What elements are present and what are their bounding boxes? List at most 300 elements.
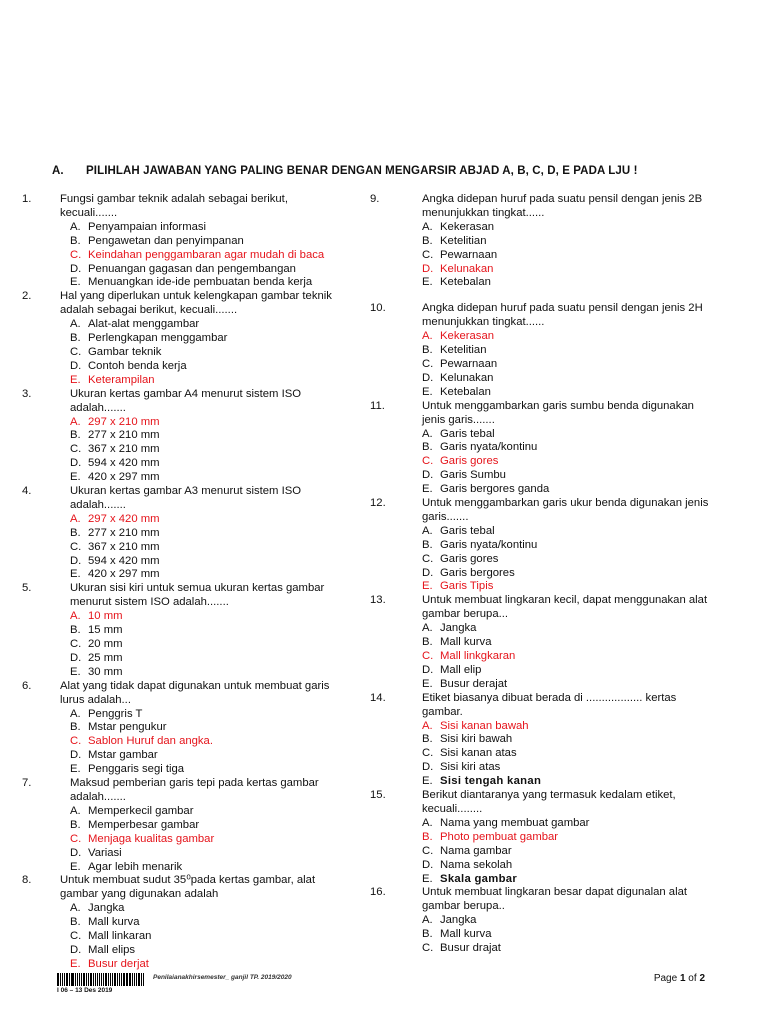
barcode-bar bbox=[60, 973, 61, 986]
option-c bbox=[70, 638, 345, 652]
option-text: Jangka bbox=[440, 914, 477, 927]
question-stem bbox=[0, 777, 345, 805]
question-number: 8. bbox=[22, 874, 32, 887]
option-text: Garis gores bbox=[440, 455, 499, 468]
section-letter: A. bbox=[52, 165, 64, 177]
option-letter: C. bbox=[70, 345, 82, 358]
question-16 bbox=[370, 886, 710, 956]
option-letter: A. bbox=[70, 707, 81, 720]
option-letter: E. bbox=[70, 763, 81, 776]
option-letter: E. bbox=[70, 665, 81, 678]
option-letter: D. bbox=[422, 262, 434, 275]
question-stem bbox=[0, 874, 345, 902]
option-b bbox=[70, 429, 345, 443]
option-d bbox=[70, 457, 345, 471]
option-list bbox=[370, 817, 710, 887]
option-text: 367 x 210 mm bbox=[88, 443, 160, 456]
option-letter: E. bbox=[422, 872, 433, 885]
option-letter: C. bbox=[422, 942, 434, 955]
option-a bbox=[422, 330, 710, 344]
option-d bbox=[70, 847, 345, 861]
option-text: Garis tebal bbox=[440, 427, 495, 440]
option-e bbox=[70, 471, 345, 485]
option-text: Menuangkan ide-ide pembuatan benda kerja bbox=[88, 276, 313, 289]
barcode-bar bbox=[79, 973, 80, 986]
question-text: Angka didepan huruf pada suatu pensil dengan jenis 2H menunjukkan tingkat...... bbox=[422, 302, 703, 329]
option-letter: D. bbox=[422, 371, 434, 384]
option-letter: C. bbox=[422, 248, 434, 261]
barcode-bar bbox=[62, 973, 63, 986]
option-a bbox=[422, 525, 710, 539]
barcode-bar bbox=[121, 973, 122, 986]
option-list bbox=[370, 525, 710, 595]
option-letter: C. bbox=[422, 844, 434, 857]
option-letter: D. bbox=[70, 651, 82, 664]
question-stem bbox=[370, 789, 710, 817]
option-letter: E. bbox=[70, 957, 81, 970]
option-letter: C. bbox=[422, 650, 434, 662]
option-e bbox=[422, 386, 710, 400]
barcode-bar bbox=[138, 973, 140, 986]
barcode-bar bbox=[141, 973, 142, 986]
option-c bbox=[422, 650, 710, 664]
option-letter: E. bbox=[70, 471, 81, 484]
question-number: 2. bbox=[22, 290, 32, 303]
option-letter: E. bbox=[422, 385, 433, 398]
barcode-bar bbox=[108, 973, 109, 986]
barcode-bar bbox=[95, 973, 96, 986]
barcode-bar bbox=[127, 973, 128, 986]
option-letter: B. bbox=[422, 538, 433, 551]
barcode-text: I 06 – 13 Des 2019 bbox=[57, 987, 113, 994]
option-letter: C. bbox=[70, 248, 82, 261]
barcode bbox=[57, 973, 145, 986]
option-text: Sisi tengah kanan bbox=[440, 775, 542, 788]
question-number: 9. bbox=[370, 193, 380, 205]
option-c bbox=[422, 845, 710, 859]
option-e bbox=[70, 568, 345, 582]
option-a bbox=[70, 318, 345, 332]
question-7 bbox=[0, 777, 345, 874]
barcode-bar bbox=[129, 973, 131, 986]
option-letter: B. bbox=[70, 624, 81, 637]
option-letter: D. bbox=[70, 262, 82, 275]
option-letter: A. bbox=[70, 902, 81, 915]
option-letter: A. bbox=[70, 804, 81, 817]
option-letter: D. bbox=[70, 457, 82, 470]
option-a bbox=[70, 805, 345, 819]
option-letter: B. bbox=[422, 344, 433, 357]
option-a bbox=[422, 914, 710, 928]
barcode-bar bbox=[97, 973, 98, 986]
option-letter: E. bbox=[422, 580, 433, 593]
question-number: 6. bbox=[22, 679, 32, 692]
option-text: Penuangan gagasan dan pengembangan bbox=[88, 262, 296, 275]
question-number: 14. bbox=[370, 691, 386, 704]
option-e bbox=[70, 666, 345, 680]
question-number: 4. bbox=[22, 485, 32, 498]
barcode-bar bbox=[123, 973, 125, 986]
question-1 bbox=[0, 193, 345, 290]
option-a bbox=[422, 720, 710, 734]
option-list bbox=[0, 805, 345, 875]
option-letter: B. bbox=[70, 526, 81, 539]
barcode-bar bbox=[57, 973, 59, 986]
option-text: 25 mm bbox=[88, 651, 123, 664]
barcode-bar bbox=[112, 973, 113, 986]
question-text: Fungsi gambar teknik adalah sebagai berikut, kecuali....... bbox=[60, 193, 288, 219]
option-text: Busur derjat bbox=[88, 957, 149, 970]
option-text: Kelunakan bbox=[440, 371, 494, 384]
option-letter: B. bbox=[422, 234, 433, 247]
option-text: Kekerasan bbox=[440, 330, 495, 343]
option-text: 20 mm bbox=[88, 638, 123, 650]
question-12 bbox=[370, 497, 710, 594]
question-text: Untuk menggambarkan garis ukur benda digunakan jenis garis....... bbox=[422, 497, 709, 523]
option-letter: A. bbox=[70, 512, 81, 525]
option-text: Variasi bbox=[88, 846, 122, 859]
option-letter: C. bbox=[70, 638, 82, 650]
option-letter: E. bbox=[70, 373, 81, 386]
section-heading bbox=[52, 165, 752, 177]
option-text: 277 x 210 mm bbox=[88, 429, 160, 442]
option-text: Alat-alat menggambar bbox=[88, 318, 200, 331]
option-letter: A. bbox=[70, 318, 81, 331]
section-instruction: PILIHLAH JAWABAN YANG PALING BENAR DENGAN MENGARSIR ABJAD A, B, C, D, E PADA LJU ! bbox=[86, 165, 638, 177]
page-footer bbox=[57, 973, 705, 997]
question-15 bbox=[370, 789, 710, 886]
barcode-bar bbox=[134, 973, 135, 986]
option-b bbox=[70, 235, 345, 249]
option-text: Ketebalan bbox=[440, 276, 491, 289]
option-text: 297 x 210 mm bbox=[88, 415, 160, 428]
option-letter: A. bbox=[422, 220, 433, 233]
question-stem bbox=[0, 290, 345, 318]
option-text: Garis nyata/kontinu bbox=[440, 538, 538, 551]
barcode-bar bbox=[90, 973, 92, 986]
option-b bbox=[70, 527, 345, 541]
option-c bbox=[70, 541, 345, 555]
barcode-bar bbox=[101, 973, 102, 986]
option-d bbox=[422, 664, 710, 678]
option-letter: D. bbox=[422, 663, 434, 676]
question-text: Untuk menggambarkan garis sumbu benda digunakan jenis garis....... bbox=[422, 399, 694, 426]
option-c bbox=[70, 735, 345, 749]
page-prefix: Page bbox=[653, 973, 680, 984]
question-number: 5. bbox=[22, 582, 32, 595]
option-letter: A. bbox=[70, 415, 81, 428]
option-b bbox=[422, 831, 710, 845]
option-letter: E. bbox=[70, 276, 81, 289]
option-c bbox=[70, 346, 345, 360]
option-letter: B. bbox=[70, 234, 81, 247]
option-a bbox=[70, 416, 345, 430]
option-text: 30 mm bbox=[88, 665, 123, 678]
barcode-bar bbox=[81, 973, 82, 986]
option-text: Sisi kanan atas bbox=[440, 747, 517, 760]
question-stem bbox=[0, 388, 345, 416]
question-8 bbox=[0, 874, 345, 971]
option-e bbox=[422, 483, 710, 497]
option-d bbox=[422, 263, 710, 277]
option-a bbox=[70, 221, 345, 235]
option-a bbox=[70, 708, 345, 722]
option-list bbox=[370, 428, 710, 498]
option-a bbox=[422, 622, 710, 636]
option-text: Garis tebal bbox=[440, 524, 495, 537]
option-letter: D. bbox=[70, 846, 82, 859]
option-text: Garis bergores ganda bbox=[440, 483, 550, 496]
question-11 bbox=[370, 400, 710, 497]
option-text: Mstar gambar bbox=[88, 749, 158, 762]
option-list bbox=[0, 902, 345, 972]
question-column-left bbox=[0, 193, 345, 972]
barcode-bar bbox=[75, 973, 76, 986]
question-text: Untuk membuat lingkaran kecil, dapat menggunakan alat gambar berupa... bbox=[422, 594, 708, 621]
option-text: 420 x 297 mm bbox=[88, 471, 160, 484]
option-letter: C. bbox=[422, 357, 434, 370]
option-e bbox=[422, 873, 710, 887]
option-a bbox=[422, 817, 710, 831]
option-text: 420 x 297 mm bbox=[88, 568, 160, 581]
option-text: Jangka bbox=[88, 902, 125, 915]
question-text: Ukuran kertas gambar A4 menurut sistem ISO adalah....... bbox=[70, 387, 302, 414]
option-text: Skala gambar bbox=[440, 872, 518, 885]
option-letter: B. bbox=[422, 441, 433, 454]
option-letter: E. bbox=[422, 276, 433, 289]
option-e bbox=[422, 775, 710, 789]
option-e bbox=[70, 276, 345, 290]
question-4 bbox=[0, 485, 345, 582]
option-text: 15 mm bbox=[88, 624, 123, 637]
option-letter: C. bbox=[70, 540, 82, 553]
option-b bbox=[422, 636, 710, 650]
question-stem bbox=[0, 680, 345, 708]
option-text: Mall elips bbox=[88, 943, 136, 956]
question-text: Etiket biasanya dibuat berada di .................. kertas gambar. bbox=[422, 691, 677, 718]
option-c bbox=[70, 443, 345, 457]
option-letter: D. bbox=[422, 566, 434, 579]
option-text: Garis gores bbox=[440, 552, 499, 565]
option-text: Nama yang membuat gambar bbox=[440, 816, 590, 829]
question-text: Angka didepan huruf pada suatu pensil dengan jenis 2B menunjukkan tingkat...... bbox=[422, 193, 703, 219]
barcode-bar bbox=[143, 973, 144, 986]
question-10 bbox=[370, 302, 710, 399]
question-stem bbox=[370, 193, 710, 221]
question-number: 16. bbox=[370, 886, 386, 899]
option-text: Ketelitian bbox=[440, 344, 487, 357]
option-text: Garis bergores bbox=[440, 566, 515, 579]
option-e bbox=[70, 763, 345, 777]
option-list bbox=[0, 513, 345, 583]
option-text: Garis Tipis bbox=[440, 580, 494, 593]
option-letter: A. bbox=[422, 816, 433, 829]
option-letter: D. bbox=[422, 761, 434, 774]
option-c bbox=[422, 942, 710, 956]
option-text: Perlengkapan menggambar bbox=[88, 332, 228, 345]
barcode-bar bbox=[88, 973, 89, 986]
option-letter: C. bbox=[422, 747, 434, 760]
option-d bbox=[422, 859, 710, 873]
option-text: Mall linkaran bbox=[88, 930, 152, 943]
option-letter: A. bbox=[70, 220, 81, 233]
option-a bbox=[422, 428, 710, 442]
option-text: 297 x 420 mm bbox=[88, 512, 160, 525]
option-letter: E. bbox=[70, 568, 81, 581]
option-letter: C. bbox=[70, 443, 82, 456]
option-text: Keterampilan bbox=[88, 373, 155, 386]
barcode-bar bbox=[110, 973, 111, 986]
question-column-right bbox=[370, 193, 710, 956]
option-c bbox=[422, 455, 710, 469]
option-c bbox=[422, 249, 710, 263]
option-letter: D. bbox=[70, 554, 82, 567]
option-letter: B. bbox=[70, 429, 81, 442]
option-letter: C. bbox=[422, 455, 434, 468]
question-number: 12. bbox=[370, 497, 386, 510]
page-number bbox=[654, 973, 705, 984]
barcode-bar bbox=[83, 973, 85, 986]
option-list bbox=[370, 914, 710, 956]
option-text: 594 x 420 mm bbox=[88, 554, 160, 567]
option-letter: B. bbox=[422, 928, 433, 941]
option-b bbox=[422, 928, 710, 942]
option-text: Mall kurva bbox=[88, 916, 140, 929]
option-letter: A. bbox=[422, 914, 433, 927]
option-text: Menjaga kualitas gambar bbox=[88, 832, 215, 845]
question-text: Untuk membuat sudut 35⁰pada kertas gambar, alat gambar yang digunakan adalah bbox=[60, 874, 316, 901]
option-letter: B. bbox=[422, 733, 433, 746]
option-d bbox=[70, 360, 345, 374]
option-letter: E. bbox=[422, 775, 433, 788]
question-number: 7. bbox=[22, 777, 32, 790]
option-text: Kekerasan bbox=[440, 220, 495, 233]
barcode-bar bbox=[103, 973, 104, 986]
option-b bbox=[70, 916, 345, 930]
option-b bbox=[422, 441, 710, 455]
option-text: Memperkecil gambar bbox=[88, 804, 194, 817]
option-a bbox=[422, 221, 710, 235]
option-letter: D. bbox=[70, 749, 82, 762]
option-text: Garis Sumbu bbox=[440, 469, 506, 482]
option-text: Sisi kiri bawah bbox=[440, 733, 513, 746]
option-text: Pengawetan dan penyimpanan bbox=[88, 234, 244, 247]
option-text: Sablon Huruf dan angka. bbox=[88, 735, 213, 748]
option-letter: C. bbox=[422, 552, 434, 565]
question-14 bbox=[370, 692, 710, 789]
question-stem bbox=[370, 886, 710, 914]
barcode-bar bbox=[136, 973, 137, 986]
option-text: Penggris T bbox=[88, 707, 143, 720]
option-letter: B. bbox=[422, 830, 433, 843]
question-number: 10. bbox=[370, 302, 386, 315]
option-text: Jangka bbox=[440, 622, 477, 635]
option-text: Busur derajat bbox=[440, 677, 508, 690]
option-letter: C. bbox=[70, 735, 82, 748]
option-d bbox=[70, 263, 345, 277]
question-number: 13. bbox=[370, 594, 386, 607]
barcode-bar bbox=[69, 973, 70, 986]
option-d bbox=[70, 555, 345, 569]
option-b bbox=[70, 819, 345, 833]
option-b bbox=[422, 733, 710, 747]
option-list bbox=[0, 221, 345, 291]
option-text: Kelunakan bbox=[440, 262, 494, 275]
option-text: Keindahan penggambaran agar mudah di baca bbox=[88, 248, 325, 261]
question-9 bbox=[370, 193, 710, 290]
option-text: Photo pembuat gambar bbox=[440, 830, 559, 843]
option-text: Contoh benda kerja bbox=[88, 359, 187, 372]
option-text: Mall kurva bbox=[440, 636, 492, 649]
option-list bbox=[370, 720, 710, 790]
option-letter: A. bbox=[422, 330, 433, 343]
option-letter: D. bbox=[70, 359, 82, 372]
option-text: Mstar pengukur bbox=[88, 721, 167, 734]
question-stem bbox=[0, 193, 345, 221]
option-list bbox=[0, 708, 345, 778]
option-text: Agar lebih menarik bbox=[88, 860, 183, 873]
question-2 bbox=[0, 290, 345, 387]
option-b bbox=[422, 539, 710, 553]
option-e bbox=[422, 276, 710, 290]
option-b bbox=[70, 721, 345, 735]
option-b bbox=[422, 235, 710, 249]
option-e bbox=[422, 678, 710, 692]
barcode-bar bbox=[71, 973, 72, 986]
option-letter: B. bbox=[70, 818, 81, 831]
question-3 bbox=[0, 388, 345, 485]
option-letter: D. bbox=[70, 943, 82, 956]
question-6 bbox=[0, 680, 345, 777]
barcode-bar bbox=[119, 973, 120, 986]
option-e bbox=[70, 861, 345, 875]
option-letter: A. bbox=[422, 524, 433, 537]
option-d bbox=[70, 652, 345, 666]
option-text: Ketelitian bbox=[440, 234, 487, 247]
option-letter: C. bbox=[70, 832, 82, 845]
page-total: 2 bbox=[699, 973, 705, 984]
option-c bbox=[70, 833, 345, 847]
question-text: Alat yang tidak dapat digunakan untuk membuat garis lurus adalah... bbox=[60, 679, 330, 706]
question-text: Maksud pemberian garis tepi pada kertas gambar adalah....... bbox=[70, 777, 319, 803]
barcode-bar bbox=[93, 973, 94, 986]
option-c bbox=[422, 553, 710, 567]
question-13 bbox=[370, 594, 710, 691]
question-5 bbox=[0, 582, 345, 679]
option-c bbox=[70, 249, 345, 263]
option-list bbox=[370, 330, 710, 400]
barcode-bar bbox=[114, 973, 116, 986]
question-number: 3. bbox=[22, 387, 32, 400]
question-stem bbox=[0, 582, 345, 610]
option-d bbox=[70, 944, 345, 958]
footer-note: Penilaianakhirsemester_ ganjil TP. 2019/2020 bbox=[153, 974, 292, 981]
option-d bbox=[422, 372, 710, 386]
option-e bbox=[70, 374, 345, 388]
option-letter: B. bbox=[70, 332, 81, 345]
option-c bbox=[70, 930, 345, 944]
barcode-bar bbox=[66, 973, 68, 986]
barcode-bar bbox=[64, 973, 65, 986]
option-c bbox=[422, 358, 710, 372]
question-stem bbox=[370, 497, 710, 525]
question-stem bbox=[370, 302, 710, 330]
option-list bbox=[370, 221, 710, 291]
option-text: 10 mm bbox=[88, 610, 123, 623]
option-b bbox=[70, 332, 345, 346]
option-e bbox=[70, 958, 345, 972]
question-stem bbox=[370, 692, 710, 720]
